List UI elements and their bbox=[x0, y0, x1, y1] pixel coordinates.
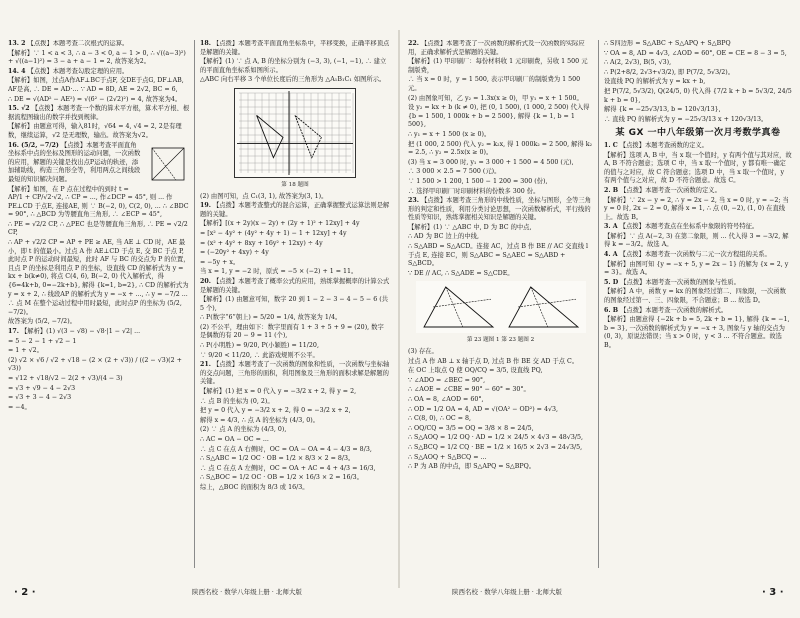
column-divider bbox=[194, 40, 195, 568]
answer-body: 故答案为 (5/2, −7/2)。 bbox=[8, 318, 76, 326]
answer-body: 【解析】∵ 点 A(−2, 3) 在第二象限，则 ... 代入得 3 = −3/2, 解得 k = −3/2。故选 A。 bbox=[604, 232, 789, 249]
answer-body: 【解析】(1) 甲印刷厂：每份材料收 1 元印刷费，另收 1 500 元制版费， bbox=[408, 58, 588, 74]
answer-body: ∴ AP + √2/2 CP = AP + PE ≥ AE, 当 AE ⊥ CD 时，AE 最小，即 t 的值最小。过点 A 作 AE⊥CD 于点 E, 交 BC 于点 P, 此时点 P 的运动时间最短，此时 AF 与 BC 的交点为 P 的位置，且点 P 的坐标是利用点 P 的坐标，设直线 CD 的解析式为 y = kx + b(k≠0), 将点 C(4, 6), B(−2, 0) 代入解析式，得 {6=4k+b, 0=−2k+b}, 解得 {k=1, b=2}, ∴ CD 的解析式为 y = x + 2, ∴ 线段AP 的解析式为 y = −x + ..., ∴ y = −7/2 ... bbox=[8, 239, 190, 298]
answer-text bbox=[604, 78, 792, 87]
answer-body: 【点拨】本题考查了一次函数的图象和性质，一次函数与坐标轴的交点问题，三角形的面积，利用图象及三角形的面积求解是解题的关键。 bbox=[200, 361, 390, 386]
answer-body: = 5 − 2 − 1 + √2 − 1 bbox=[8, 337, 77, 345]
answer-text bbox=[408, 95, 593, 104]
answer-body: 【解析】由图可知 {y = −x + 5, y = 2x − 1} 的解为 {x = 2, y = 3}。故选 A。 bbox=[604, 260, 789, 277]
answer-body: 把 (1 000, 2 500) 代入 y₂ = k₂x, 得 1 000k₂ = 2 500, 解得 k₂ = 2.5, ∴ y₂ = 2.5x(x ≥ 0)。 bbox=[408, 140, 593, 157]
answer-text bbox=[408, 358, 593, 367]
answer-body: 【点拨】本题考查一次函数的图象与性质。 bbox=[620, 278, 740, 286]
answer-text bbox=[8, 50, 190, 67]
answer-body: = √3 + √9 − 4 − 2√3 bbox=[8, 384, 76, 392]
answer-text bbox=[200, 268, 390, 277]
answer-text bbox=[8, 357, 190, 374]
answer-body: (2) ∵ 点 A 的坐标为 (4/3, 0), bbox=[200, 426, 287, 434]
answer-body: ∵ OA = 8, AD = 4√3, ∠AOD = 60°, OE = CE = 8 − 3 = 5, bbox=[604, 49, 787, 57]
answer-text bbox=[8, 318, 190, 327]
question-number: 13. 2 bbox=[8, 40, 26, 47]
answer-body: = −4。 bbox=[8, 403, 31, 411]
answer-body: ∴ 点 M 在整个运动过程中用时最短，此时点P 的坐标为 (5/2, −7/2)。 bbox=[8, 300, 182, 316]
answer-text bbox=[200, 446, 390, 455]
answer-item bbox=[408, 40, 593, 57]
answer-text bbox=[8, 385, 190, 394]
answer-body: 解得 {k = −25√3/13, b = 120√3/13}, bbox=[604, 106, 721, 114]
answer-body: (3) 当 x = 3 000 时, y₁ = 3 000 + 1 500 = 4 500 (元), bbox=[408, 158, 574, 166]
answer-body: (2) 不公平，理由如下：数字里面有 1 + 3 + 5 + 9 = (20), 数字是偶数的有 20 − 9 = 11 (个), bbox=[200, 323, 384, 340]
answer-item bbox=[200, 40, 390, 57]
answer-body: 设直线 PQ 的解析式为 y = kx + b, bbox=[604, 78, 706, 86]
answer-body: ∵ ∠ADO = ∠BEC = 90°, bbox=[408, 376, 486, 384]
answer-body: ∴ S△ABD = S△ACD。连接 AC，过点 B 作 BE // AC 交直线 l 于点 E, 连接 EC，则 S△ABC = S△AEC = S△ABD + S△BCD。 bbox=[408, 243, 589, 268]
answer-text bbox=[408, 76, 593, 93]
answer-text bbox=[408, 141, 593, 158]
footer-left: 陕西名校 · 数学八年级上册 · 北师大版 bbox=[192, 588, 302, 596]
answer-body: 【解析】由题意得 {−2k + b = 5, 2k + b = 1}, 解得 {k = −1, b = 3}, 一次函数的解析式为 y = −x + 3, 图象与 y 轴的交点为 (0, 3)，原说法错误；当 x > 0 时，y < 3 ... 不符合题意。故选 B。 bbox=[604, 316, 790, 349]
answer-body: (2) 由图象可知，乙 y₂ = 1.3x(x ≥ 0)，甲 y₁ = x + 1 500。 bbox=[408, 94, 583, 102]
answer-body: 【点拨】本题考查点在坐标系中象限的符号特征。 bbox=[619, 223, 759, 231]
answer-body: 【解析】(1) 由题意可知，数字 20 到 1 − 2 − 3 − 4 − 5 − 6 (共 5 个), bbox=[200, 296, 388, 312]
answer-body: ∴ y₁ = x + 1 500 (x ≥ 0)。 bbox=[408, 130, 491, 138]
answer-body: 【解析】如图，在 P 点在过程中的到时 t = AP/1 + CP/√2·√2, ∴ CP = ..., 作∠DCP = 45°, 则 ... 作 PE⊥CD 于点E, 连接AE, 则 ∵ B(−2, 0), C(2, 0), ... ∴ ∠BDC = 90°, ∴ △BCD 为等腰直角三角形, ∴ ∠ECP = 45°, bbox=[8, 185, 189, 219]
answer-text bbox=[408, 454, 593, 463]
answer-text bbox=[408, 425, 593, 434]
triangle-figure bbox=[416, 281, 586, 333]
answer-text bbox=[8, 404, 190, 413]
answer-text bbox=[408, 348, 593, 357]
question-number: 17. bbox=[8, 328, 19, 335]
answer-body: ∴ DE = √(AD² − AE²) = √(6² − (2√2)²) = 4, 故答案为4。 bbox=[8, 95, 182, 103]
answer-body: 【点拨】本题考查平面直角坐标系中点的坐标及图形的运动问题，一次函数的应用，解题的关键是找出点P运动的轨迹，添加辅助线，构造三角形全等，利用两点之间线段最短的知识解决问题。 bbox=[8, 141, 141, 183]
answer-text bbox=[408, 377, 593, 386]
answer-item bbox=[8, 142, 190, 185]
answer-text bbox=[200, 417, 390, 426]
question-number: 19. bbox=[200, 202, 211, 210]
answer-body: ∴ 点 C 在点 A 左侧时，OC = OA + AC = 4 + 4/3 = 16/3, bbox=[200, 464, 376, 472]
answer-text bbox=[8, 96, 190, 105]
answer-body: 【点拨】本题考查函数的定义。 bbox=[619, 141, 708, 149]
answer-text bbox=[604, 69, 792, 78]
answer-text bbox=[200, 314, 390, 323]
answer-body: ∴ 3 000 × 2.5 = 7 500 (元)。 bbox=[408, 168, 501, 176]
question-number: 16. (5/2, −7/2) bbox=[8, 141, 59, 149]
answer-body: = √12 + √18/√2 − 2(2 + √3)/(4 − 3) bbox=[8, 374, 123, 382]
answer-body: ∴ 直线 PQ 的解析式为 y = −25√3/13 x + 120√3/13。 bbox=[604, 115, 768, 123]
answer-text bbox=[200, 436, 390, 445]
answer-text bbox=[200, 398, 390, 407]
question-number: 15. √2 bbox=[8, 105, 30, 113]
right-page-column-1 bbox=[408, 40, 593, 570]
answer-body: 【解析】∵ 2x − y = 2, ∴ y = 2x − 2, 当 x = 0 时, y = −2; 当 y = 0 时, 2x − 2 = 0, 解得 x = 1, ∴ 点 (0, −2), (1, 0) 在直线上。故选 B。 bbox=[604, 196, 789, 221]
answer-body: ∴ OD = 1/2 OA = 4, AD = √(OA² − OD²) = 4√3, bbox=[408, 405, 558, 413]
page-number-right: · 3 · bbox=[762, 587, 784, 598]
answer-text bbox=[604, 116, 792, 125]
answer-text bbox=[408, 224, 593, 233]
answer-body: ∴ P(小明胜) = 9/20, P(小颖胜) = 11/20, bbox=[200, 342, 319, 350]
question-number: 6. B bbox=[604, 306, 619, 314]
answer-body: ∴ 选择甲印刷厂时印刷材料的份数多 300 份。 bbox=[408, 187, 540, 195]
answer-body: ∴ S△BCQ = 1/2 CQ · BE = 1/2 × 16/5 × 2√3 = 24√3/5, bbox=[408, 443, 583, 451]
answer-body: ∵ 9/20 < 11/20, ∴ 此游戏规则不公平。 bbox=[200, 351, 319, 359]
answer-body: ∴ P(2+8/2, 2√3+√3/2), 即 P(7/2, 5√3/2)。 bbox=[604, 68, 735, 76]
answer-body: ∴ ∠AOE = ∠CBE = 90° − 60° = 30°。 bbox=[408, 386, 530, 394]
answer-text bbox=[604, 59, 792, 68]
answer-text bbox=[8, 239, 190, 299]
answer-body: (2) 由图可知，点 C₁(3, 1), 故答案为(3, 1)。 bbox=[200, 192, 328, 200]
answer-text bbox=[8, 338, 190, 347]
question-number: 4. A bbox=[604, 251, 618, 259]
answer-body: 【解析】∵ 1 < a < 3, ∴ a − 3 < 0, a − 1 > 0, ∴ √((a−3)²) + √((a−1)²) = 3 − a + a − 1 = 2, 故答案为2。 bbox=[8, 49, 186, 66]
answer-text bbox=[408, 178, 593, 187]
answer-body: ∴ A(2, 2√3), B(5, √3), bbox=[604, 59, 672, 67]
answer-body: 【解析】如图，过点A作AF⊥BC于点F, 交DE于点G, DF⊥AB, AF是高, ∴ DE = AD·… ∵ AD = 8D, AE = 2√2, BC = 6, bbox=[8, 77, 184, 93]
answer-body: 把 y = 0 代入 y = −3/2 x + 2, 得 0 = −3/2 x + 2, bbox=[200, 407, 351, 415]
left-page-column-1 bbox=[8, 40, 190, 570]
answer-body: ∴ 点 C 在点 A 右侧时，OC = OA − OA = 4 − 4/3 = 8/3, bbox=[200, 445, 372, 453]
answer-body: 综上，△BOC 的面积为 8/3 或 16/3。 bbox=[200, 483, 309, 491]
answer-item bbox=[604, 142, 792, 151]
answer-text bbox=[408, 396, 593, 405]
answer-text bbox=[604, 261, 792, 278]
answer-item bbox=[604, 187, 792, 196]
answer-text bbox=[200, 484, 390, 493]
coordinate-grid-figure bbox=[234, 88, 356, 178]
answer-text bbox=[200, 455, 390, 464]
column-divider bbox=[598, 40, 599, 568]
answer-body: 【解析】由题意可得，输入81时，√64 = 4, √4 = 2, 2是有理数，继续运算，√2 是无理数，输出。故答案为√2。 bbox=[8, 123, 182, 139]
answer-text bbox=[8, 77, 190, 94]
answer-text bbox=[8, 347, 190, 356]
answer-text bbox=[408, 104, 593, 130]
answer-text bbox=[408, 243, 593, 269]
answer-text bbox=[604, 316, 792, 350]
question-number: 5. D bbox=[604, 278, 619, 286]
answer-body: ∵ DE // AC, ∴ S△ADE = S△CDE。 bbox=[408, 269, 514, 277]
answer-text bbox=[200, 324, 390, 341]
answer-text bbox=[604, 233, 792, 250]
right-page-column-2 bbox=[604, 40, 792, 570]
question-number: 23. bbox=[408, 197, 419, 205]
answer-text bbox=[408, 131, 593, 140]
answer-body: 把 P(7/2, 5√3/2), Q(24/5, 0) 代入得 {7/2 k + b = 5√3/2, 24/5 k + b = 0}, bbox=[604, 87, 792, 104]
answer-body: ∴ S△ABC = 1/2 OC · OB = 1/2 × 8/3 × 2 = 8/3。 bbox=[200, 455, 355, 463]
answer-text bbox=[200, 249, 390, 258]
answer-text bbox=[408, 463, 593, 472]
answer-text bbox=[604, 106, 792, 115]
answer-text bbox=[408, 415, 593, 424]
answer-body: 【点拨】本题考查平面直角坐标系中，平移变换，正确平移顶点是解题的关键。 bbox=[200, 40, 390, 56]
answer-text bbox=[408, 444, 593, 453]
answer-text bbox=[408, 406, 593, 415]
answer-text bbox=[200, 259, 390, 268]
answer-body: ∴ S△BOC = 1/2 OC · OB = 1/2 × 16/3 × 2 = 16/3。 bbox=[200, 474, 363, 482]
answer-body: 【点拨】本题考查二次根式的运算。 bbox=[27, 40, 129, 47]
answer-text bbox=[604, 88, 792, 105]
answer-item bbox=[604, 251, 792, 260]
answer-item bbox=[8, 105, 190, 122]
answer-body: = [x² − 4y² + (4y² + 4y + 1) − 1 + 12xy] + 4y bbox=[200, 229, 347, 237]
answer-body: 设 y₂ = kx + b (k ≠ 0), 把 (0, 1 500), (1 000, 2 500) 代入得 {b = 1 500, 1 000k + b = 2 500}, 解得 {k = 1, b = 1 500}, bbox=[408, 104, 590, 129]
footer-right: 陕西名校 · 数学八年级上册 · 北师大版 bbox=[452, 588, 562, 596]
figure-caption: 第 18 题图 bbox=[281, 181, 309, 188]
answer-body: = −5y + x。 bbox=[200, 258, 240, 266]
answer-text bbox=[8, 394, 190, 403]
answer-text bbox=[200, 296, 390, 313]
exam-section-title: 某 GX 一中八年级第一次月考数学真卷 bbox=[615, 128, 781, 139]
answer-text bbox=[200, 388, 390, 397]
answer-text bbox=[604, 152, 792, 186]
answer-text bbox=[200, 407, 390, 416]
answer-item bbox=[8, 40, 190, 49]
figure-caption: 第 23 题图 1 第 23 题图 2 bbox=[466, 337, 535, 344]
answer-item bbox=[200, 361, 390, 387]
answer-body: ∴ P(数字“6”朝上) = 5/20 = 1/4, 故答案为 1/4。 bbox=[200, 314, 342, 322]
answer-body: 【点拨】本题考查一个数的算术平方根，算术平方根、根据流程图输出的数字并找到规律。 bbox=[8, 105, 190, 121]
answer-body: 解得 x = 4/3, ∴ 点 A 的坐标为 (4/3, 0)。 bbox=[200, 416, 319, 424]
answer-body: 【解析】(1) ∵ △ABC 中, D 为 BC 的中点, bbox=[408, 223, 532, 231]
answer-item bbox=[200, 202, 390, 219]
answer-text bbox=[408, 386, 593, 395]
answer-text bbox=[200, 240, 390, 249]
answer-text bbox=[200, 220, 390, 229]
answer-body: ∴ 点 B 的坐标为 (0, 2)。 bbox=[200, 397, 274, 405]
left-page-column-2 bbox=[200, 40, 390, 570]
question-number: 3. A bbox=[604, 223, 618, 231]
answer-body: 【解析】(1) 把 x = 0 代入 y = −3/2 x + 2, 得 y = 2, bbox=[200, 388, 357, 396]
answer-body: 【解析】[(x + 2y)(x − 2y) + (2y + 1)² + 12xy] + 4y bbox=[200, 220, 360, 228]
answer-item bbox=[200, 278, 390, 295]
answer-item bbox=[408, 197, 593, 223]
answer-item bbox=[8, 68, 190, 77]
answer-body: 【点拨】本题考查了一次函数的解析式及一次函数的实际应用，正确求解析式是解题的关键。 bbox=[408, 40, 585, 56]
answer-body: 过点 A 作 AB ⊥ x 轴于点 D, 过点 B 作 BE 交 AD 于点 C。 bbox=[408, 357, 579, 365]
book-gutter bbox=[398, 30, 400, 588]
answer-text bbox=[408, 159, 593, 168]
question-number: 14. 4 bbox=[8, 67, 26, 75]
answer-body: = 1 + √2。 bbox=[8, 347, 43, 355]
answer-text bbox=[408, 434, 593, 443]
answer-body: ∴ AC = OA − OC = ... bbox=[200, 436, 269, 443]
answer-body: 【点拨】本题考查一次函数的定义。 bbox=[620, 186, 721, 194]
answer-body: 在 OC 上取点 Q 使 OQ/CQ = 3/5, 设直线 PQ, bbox=[408, 367, 543, 375]
answer-text bbox=[604, 40, 792, 49]
question-number: 18. bbox=[200, 40, 211, 47]
answer-text bbox=[8, 221, 190, 238]
answer-text bbox=[8, 300, 190, 317]
answer-body: ∴ S△AOQ + S△BCQ = ... bbox=[408, 453, 487, 461]
answer-text bbox=[200, 342, 390, 351]
answer-text bbox=[200, 426, 390, 435]
answer-body: 【点拨】本题考查整式的混合运算，正确掌握整式运算法则是解题的关键。 bbox=[200, 202, 390, 218]
answer-body: ∴ 当 x = 0 时，y = 1 500, 表示甲印刷厂的制版费为 1 500 元。 bbox=[408, 76, 581, 92]
question-number: 2. B bbox=[604, 186, 619, 194]
answer-body: ∴ C(8, 0), ∴ OC = 8, bbox=[408, 415, 472, 423]
answer-text bbox=[604, 288, 792, 305]
answer-text bbox=[604, 197, 792, 223]
answer-body: ∴ S四边形 = S△ABC + S△APQ + S△BPQ bbox=[604, 40, 731, 47]
answer-body: ∴ AD 为 BC 边上的中线, bbox=[408, 233, 479, 241]
answer-text bbox=[604, 50, 792, 59]
answer-body: 【点拨】本题考查三角形的中线性质，坐标与图形，全等三角形的判定和性质，利用分类讨论思想，一次函数解析式，平行线的性质等知识，熟练掌握相关知识是解题的关键。 bbox=[408, 197, 591, 222]
answer-body: 【解析】(1) √(3 − √8) − √8·|1 − √2| ... bbox=[20, 328, 141, 335]
page-number-left: · 2 · bbox=[14, 587, 36, 598]
answer-item bbox=[604, 307, 792, 316]
question-number: 21. bbox=[200, 361, 211, 369]
answer-body: (2) √2 × √6 / √2 + √18 − (2 × (2 + √3)) / ((2 − √3)(2 + √3)) bbox=[8, 356, 182, 373]
answer-body: ∴ OQ/CQ = 3/5 ⇒ OQ = 3/8 × 8 = 24/5, bbox=[408, 424, 534, 432]
answer-item bbox=[604, 279, 792, 288]
answer-text bbox=[8, 186, 190, 220]
answer-text bbox=[200, 230, 390, 239]
answer-body: 【点拨】本题考查了概率公式的应用，熟练掌握概率的计算公式是解题的关键。 bbox=[200, 277, 390, 294]
answer-body: 【解析】A 中，函数 y = kx 的图象经过第二、四象限，一次函数的图象经过第一、三、四象限，不合题意；B ... 故选 D。 bbox=[604, 288, 786, 305]
answer-text bbox=[200, 76, 390, 85]
answer-text bbox=[408, 270, 593, 279]
answer-body: △ABC 向右平移 3 个单位长度后的三角形为 △A₁B₁C₁ 如图所示。 bbox=[200, 76, 386, 84]
answer-text bbox=[408, 233, 593, 242]
answer-body: ∵ 1 500 > 1 200, 1 500 − 1 200 = 300 (份), bbox=[408, 177, 548, 185]
answer-body: = √3 + 3 − 4 − 2√3 bbox=[8, 394, 72, 402]
answer-body: 【点拨】本题考查一次函数与二元一次方程组的关系。 bbox=[619, 251, 771, 259]
answer-text bbox=[200, 193, 390, 202]
square-figure bbox=[146, 144, 190, 190]
answer-body: ∴ S△AOQ = 1/2 OQ · AD = 1/2 × 24/5 × 4√3 = 48√3/5, bbox=[408, 434, 583, 442]
question-number: 1. C bbox=[604, 141, 618, 149]
answer-body: 【点拨】本题考查一次函数的解析式。 bbox=[620, 306, 728, 314]
answer-text bbox=[408, 367, 593, 376]
answer-text bbox=[408, 58, 593, 75]
answer-item bbox=[604, 223, 792, 232]
answer-body: = (x² + 4y² + 8xy + 16y² + 12xy) ÷ 4y bbox=[200, 239, 323, 247]
answer-body: 【解析】选项 A, B 中，当 x 取一个值时，y 有两个值与其对应，故 A, B 不符合题意；选项 C 中，当 x 取一个值时，y 都有唯一确定的值与之对应，故 C 符合题意；选项 D 中，当 x 取一个值时，y 有两个值与之对应，故 D 不符合题意。故选 C。 bbox=[604, 151, 792, 185]
answer-body: ∴ PE = √2/2 CP, ∴ △PEC 也是等腰直角三角形, ∴ PE = √2/2 CP, bbox=[8, 220, 188, 237]
answer-body: = (−20y² + 4xy) ÷ 4y bbox=[200, 249, 269, 257]
answer-text bbox=[200, 474, 390, 483]
answer-item bbox=[8, 328, 190, 337]
answer-text bbox=[200, 58, 390, 75]
answer-text bbox=[408, 188, 593, 197]
answer-text bbox=[8, 123, 190, 140]
answer-body: 【解析】(1) ∵ 点 A, B 的坐标分别为 (−3, 3), (−1, −1), ∴ 建立的平面直角坐标系如图所示。 bbox=[200, 58, 387, 74]
answer-body: ∴ P 为 AB 的中点，即 S△APQ = S△BPQ。 bbox=[408, 463, 536, 471]
answer-body: 【点拨】本题考查勾股定理的应用。 bbox=[27, 67, 129, 75]
question-number: 22. bbox=[408, 40, 419, 47]
answer-text bbox=[8, 375, 190, 384]
answer-text bbox=[408, 168, 593, 177]
answer-text bbox=[200, 352, 390, 361]
answer-body: (3) 存在。 bbox=[408, 348, 438, 356]
answer-body: ∴ OA = 8, ∠AOD = 60°, bbox=[408, 396, 484, 403]
question-number: 20. bbox=[200, 277, 211, 285]
answer-text bbox=[200, 465, 390, 474]
answer-body: 当 x = 1, y = −2 时，原式 = −5 × (−2) + 1 = 11。 bbox=[200, 268, 358, 276]
